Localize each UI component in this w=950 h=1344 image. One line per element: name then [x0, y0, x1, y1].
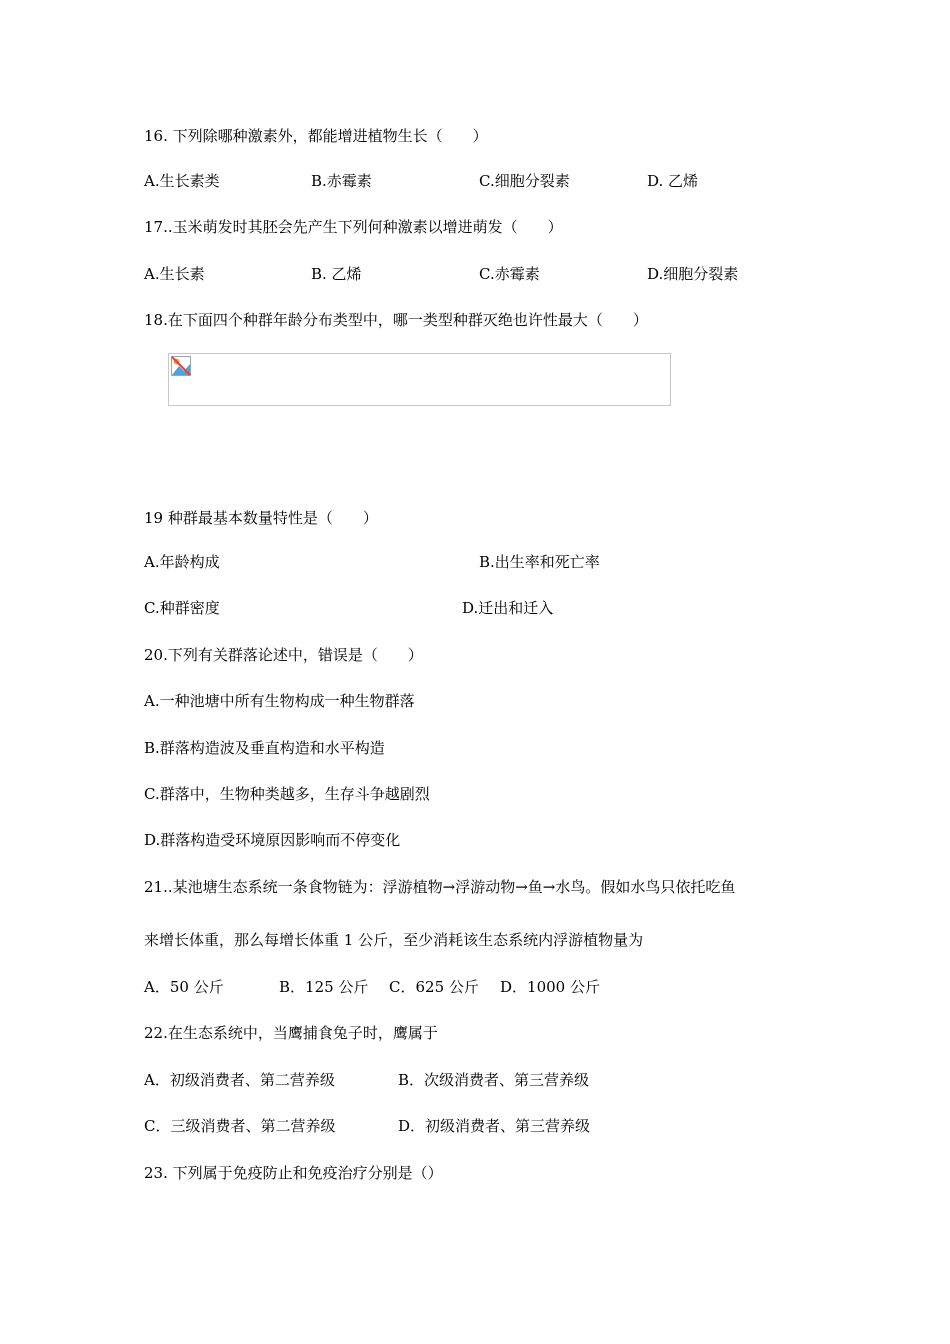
q19-option-d: D.迁出和迁入	[462, 599, 554, 617]
q20-option-d: D.群落构造受环境原因影响而不停变化	[144, 831, 401, 849]
q22-option-b: B．次级消费者、第三营养级	[398, 1071, 590, 1089]
q21-option-d: D．1000 公斤	[500, 978, 600, 996]
q19-option-c: C.种群密度	[144, 599, 220, 617]
q20-stem: 20.下列有关群落论述中，错误是（ ）	[144, 646, 423, 664]
q22-option-a: A．初级消费者、第二营养级	[144, 1071, 335, 1089]
q22-stem: 22.在生态系统中，当鹰捕食兔子时，鹰属于	[144, 1024, 438, 1042]
q16-option-a: A.生长素类	[144, 172, 220, 190]
q20-option-c: C.群落中，生物种类越多，生存斗争越剧烈	[144, 785, 430, 803]
q21-option-a: A．50 公斤	[144, 978, 224, 996]
q18-image-placeholder	[168, 353, 671, 406]
q18-stem: 18.在下面四个种群年龄分布类型中，哪一类型种群灭绝也许性最大（ ）	[144, 311, 648, 329]
q20-option-b: B.群落构造波及垂直构造和水平构造	[144, 739, 385, 757]
q21-option-c: C．625 公斤	[389, 978, 479, 996]
q21-stem-line2: 来增长体重，那么每增长体重 1 公斤，至少消耗该生态系统内浮游植物量为	[144, 931, 644, 949]
q22-option-c: C．三级消费者、第二营养级	[144, 1117, 336, 1135]
q16-option-c: C.细胞分裂素	[479, 172, 570, 190]
q17-option-b: B. 乙烯	[311, 265, 362, 283]
q19-stem: 19 种群最基本数量特性是（ ）	[144, 509, 378, 527]
q23-stem: 23. 下列属于免疫防止和免疫治疗分别是（）	[144, 1164, 443, 1182]
q20-option-a: A.一种池塘中所有生物构成一种生物群落	[144, 692, 415, 710]
q19-option-a: A.年龄构成	[144, 553, 220, 571]
q17-stem: 17..玉米萌发时其胚会先产生下列何种激素以增进萌发（ ）	[144, 218, 563, 236]
q17-option-a: A.生长素	[144, 265, 205, 283]
q17-option-d: D.细胞分裂素	[647, 265, 739, 283]
q21-option-b: B．125 公斤	[279, 978, 369, 996]
q21-stem-line1: 21..某池塘生态系统一条食物链为：浮游植物→浮游动物→鱼→水鸟。假如水鸟只依托吃鱼	[144, 878, 736, 896]
q16-option-b: B.赤霉素	[311, 172, 372, 190]
q16-option-d: D. 乙烯	[647, 172, 699, 190]
broken-image-icon	[171, 356, 191, 376]
q16-stem: 16. 下列除哪种激素外，都能增进植物生长（ ）	[144, 127, 488, 145]
q19-option-b: B.出生率和死亡率	[479, 553, 600, 571]
q22-option-d: D．初级消费者、第三营养级	[398, 1117, 591, 1135]
q17-option-c: C.赤霉素	[479, 265, 540, 283]
